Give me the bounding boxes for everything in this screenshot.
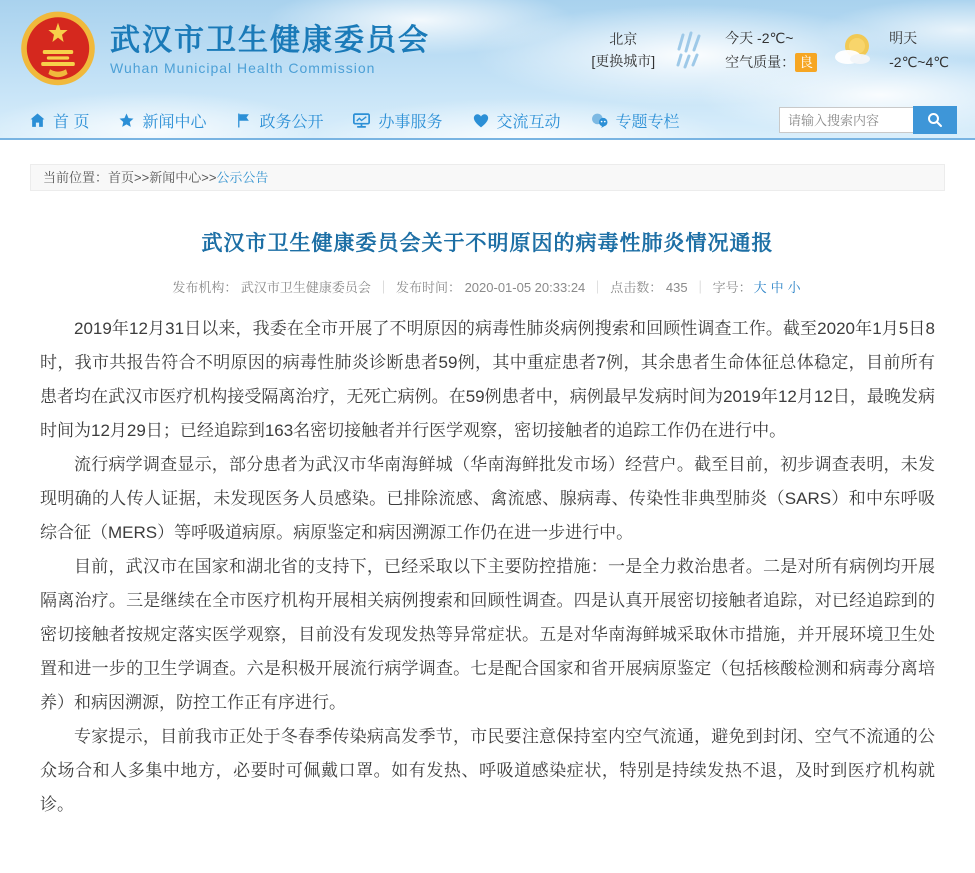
star-icon (119, 113, 134, 128)
breadcrumb-news[interactable]: 新闻中心 (149, 170, 202, 185)
weather-city (591, 28, 655, 72)
search-input[interactable] (779, 107, 913, 133)
heart-icon (473, 113, 489, 128)
breadcrumb-sep: >> (201, 170, 217, 185)
main-nav (0, 100, 975, 140)
flag-icon (236, 113, 251, 128)
nav-item-home[interactable] (30, 109, 89, 132)
breadcrumb-home[interactable]: 首页 (108, 170, 135, 185)
nav-item-gov[interactable] (236, 109, 323, 132)
site-title-en: Wuhan Municipal Health Commission (110, 60, 376, 76)
nav-item-label: 交流互动 (496, 113, 561, 131)
article-paragraph: 2019年12月31日以来，我委在全市开展了不明原因的病毒性肺炎病例搜索和回顾性调查工作。截至2020年1月5日8时，我市共报告符合不明原因的病毒性肺炎诊断患者59例，其中重症患者7例，其余患者生命体征总体稳定，目前所有患者均在武汉市医疗机构接受隔离治疗，无死亡病例。在59例患者中，病例最早发病时间为2019年12月12日，最晚发病时间为12月29日；已经追踪到163名密切接触者并行医学观察，密切接触者的追踪工作仍在进行中。 (40, 319, 935, 440)
meta-publisher: 发布机构： 武汉市卫生健康委员会 (172, 280, 371, 295)
meta-separator: ｜ (591, 280, 605, 295)
font-size-large-button[interactable]: 大 (753, 280, 767, 295)
rain-icon (669, 29, 711, 71)
weather-widget (591, 26, 957, 74)
wechat-icon (591, 113, 608, 128)
header-top (0, 0, 975, 100)
national-emblem-logo (18, 10, 98, 90)
monitor-icon (353, 113, 370, 128)
home-icon (30, 113, 45, 128)
weather-today (725, 26, 817, 74)
article-paragraph: 流行病学调查显示，部分患者为武汉市华南海鲜城（华南海鲜批发市场）经营户。截至目前，初步调查表明，未发现明确的人传人证据，未发现医务人员感染。已排除流感、禽流感、腺病毒、传染性非典型肺炎（SARS）和中东呼吸综合征（MERS）等呼吸道病原。病原鉴定和病因溯源工作仍在进一步进行中。 (40, 455, 935, 542)
weather-city-name: 北京 (609, 31, 638, 47)
meta-separator: ｜ (376, 280, 390, 295)
sun-cloud-icon (831, 30, 875, 70)
site-title-cn: 武汉市卫生健康委员会 (110, 24, 430, 57)
nav-items (30, 109, 680, 132)
meta-clicks: 点击数： 435 (610, 280, 688, 295)
logo-wrap[interactable] (18, 10, 430, 90)
nav-item-interaction[interactable] (473, 109, 561, 132)
search-button[interactable] (913, 106, 957, 134)
nav-item-topics[interactable] (591, 109, 680, 132)
meta-fontsize-label: 字号： (712, 280, 752, 295)
meta-publish-time: 发布时间： 2020-01-05 20:33:24 (395, 280, 586, 295)
article (30, 191, 945, 852)
breadcrumb-prefix: 当前位置： (43, 170, 109, 185)
font-size-small-button[interactable]: 小 (787, 280, 801, 295)
site-titles (110, 24, 430, 76)
article-title: 武汉市卫生健康委员会关于不明原因的病毒性肺炎情况通报 (201, 232, 774, 255)
nav-item-label: 首 页 (53, 113, 90, 131)
nav-item-label: 政务公开 (259, 113, 324, 131)
article-paragraph: 目前，武汉市在国家和湖北省的支持下，已经采取以下主要防控措施：一是全力救治患者。二是对所有病例均开展隔离治疗。三是继续在全市医疗机构开展相关病例搜索和回顾性调查。四是认真开展密切接触者追踪，对已经追踪到的密切接触者按规定落实医学观察，目前没有发现发热等异常症状。五是对华南海鲜城采取休市措施，并开展环境卫生处置和进一步的卫生学调查。六是积极开展流行病学调查。七是配合国家和省开展病原鉴定（包括核酸检测和病毒分离培养）和病因溯源，防控工作正有序进行。 (40, 557, 935, 712)
article-body (40, 312, 935, 822)
breadcrumb-current[interactable]: 公示公告 (216, 170, 269, 185)
nav-item-label: 新闻中心 (142, 113, 207, 131)
nav-item-services[interactable] (353, 109, 442, 132)
nav-item-label: 办事服务 (378, 113, 443, 131)
today-temp: 今天 -2℃~ (725, 30, 794, 46)
change-city-link[interactable]: [更换城市] (591, 53, 656, 69)
nav-item-label: 专题专栏 (615, 113, 680, 131)
article-meta (40, 277, 935, 296)
tomorrow-label: 明天 (889, 30, 918, 46)
tomorrow-temp: -2℃~4℃ (889, 54, 949, 70)
breadcrumb-sep: >> (134, 170, 150, 185)
search-box (779, 106, 957, 134)
weather-tomorrow (889, 26, 949, 74)
air-quality-label: 空气质量： (725, 54, 796, 70)
search-icon (927, 112, 943, 128)
breadcrumb (30, 164, 945, 191)
site-header (0, 0, 975, 140)
font-size-medium-button[interactable]: 中 (770, 280, 784, 295)
meta-separator: ｜ (693, 280, 707, 295)
air-quality-badge: 良 (795, 53, 817, 72)
nav-item-news[interactable] (119, 109, 206, 132)
article-paragraph: 专家提示，目前我市正处于冬春季传染病高发季节，市民要注意保持室内空气流通，避免到封闭、空气不流通的公众场合和人多集中地方，必要时可佩戴口罩。如有发热、呼吸道感染症状，特别是持续发热不退，及时到医疗机构就诊。 (40, 727, 935, 814)
